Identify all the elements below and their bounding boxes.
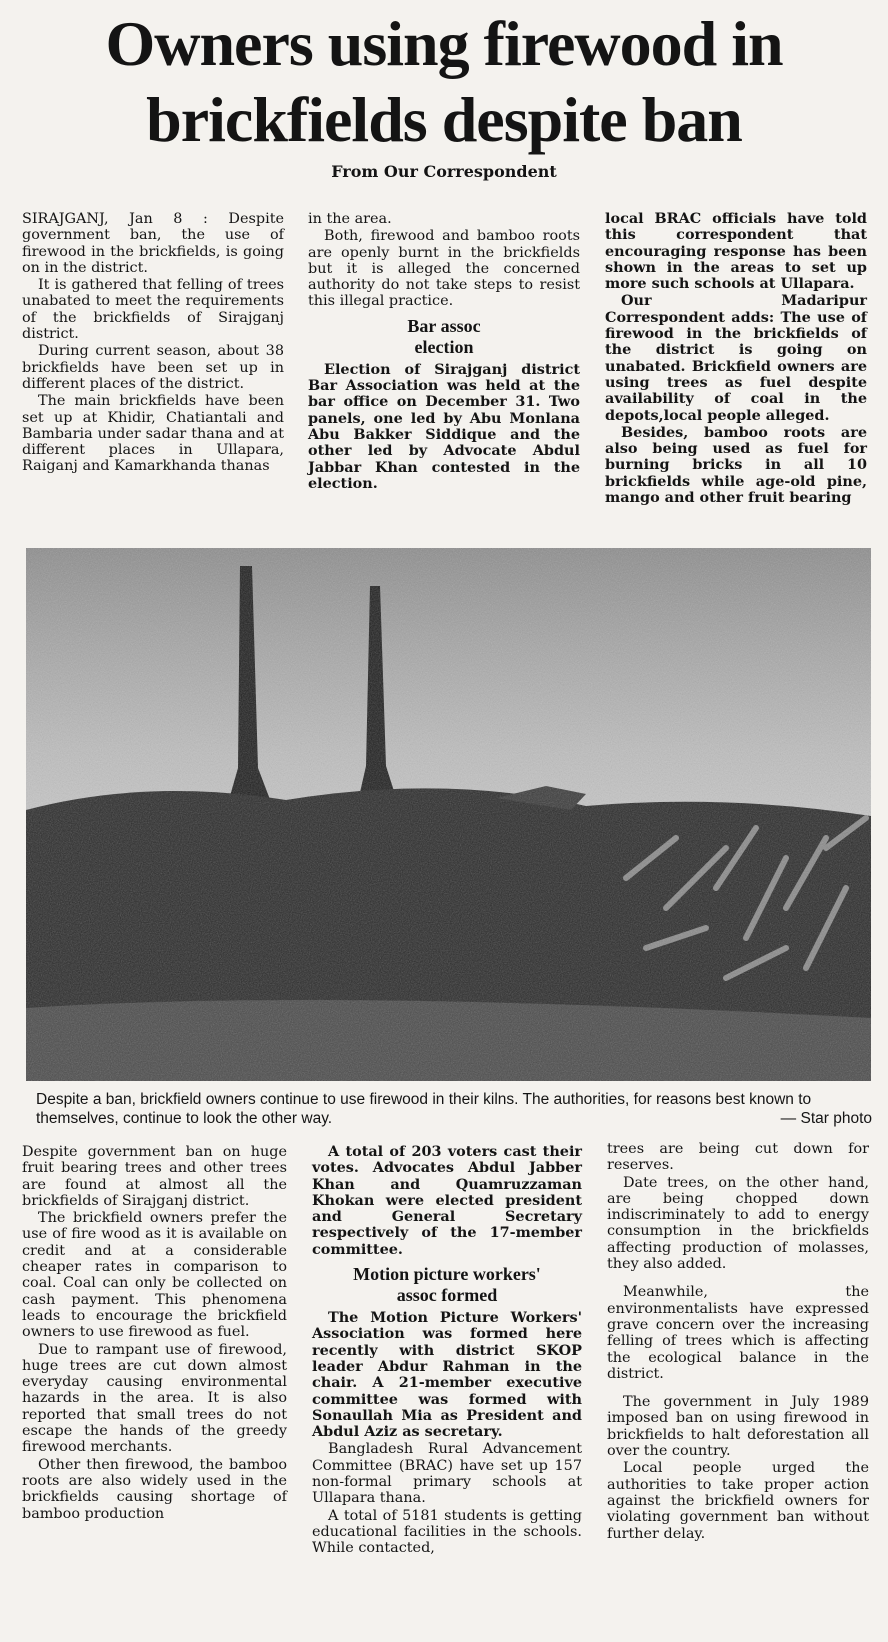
paragraph: A total of 5181 students is getting educational facilities in the schools. While contacted, — [312, 1507, 582, 1557]
column-3-bottom — [607, 1141, 869, 1542]
paragraph: Other then firewood, the bamboo roots are also widely used in the brickfields causing shortage of bamboo production — [22, 1456, 287, 1522]
paragraph: Date trees, on the other hand, are being chopped down indiscriminately to add to energy consumption in the brickfields affecting production of molasses, they also added. — [607, 1174, 869, 1273]
bar-assoc-heading-line-2: election — [414, 336, 474, 357]
brickfield-chimneys-illustration — [26, 548, 871, 1081]
paragraph: in the area. — [308, 211, 392, 227]
photo-caption — [36, 1090, 872, 1128]
paragraph: Meanwhile, the environmentalists have expressed grave concern over the increasing felling of trees which is affecting the ecological balance in the district. — [607, 1284, 869, 1382]
column-1-top — [22, 211, 284, 475]
paragraph: Despite government ban on huge fruit bearing trees and other trees are found at almost all the brickfields of Sirajganj district. — [22, 1144, 287, 1209]
paragraph: Election of Sirajganj district Bar Association was held at the bar office on December 31. Two panels, one led by Abu Monlana Abu Bakker Siddique and the other led by Advocate Abdul Jabbar Khan contested in the election. — [308, 360, 580, 492]
column-1-bottom — [22, 1144, 287, 1522]
paragraph: The government in July 1989 imposed ban on using firewood in brickfields to halt deforestation all over the country. — [607, 1394, 869, 1460]
paragraph: Our Madaripur Correspondent adds: The use of firewood in the brickfields of the district is going on unabated. Brickfield owners are using trees as fuel despite availability of coal in the depots,local people alleged. — [605, 292, 867, 424]
paragraph: Bangladesh Rural Advancement Committee (BRAC) have set up 157 non-formal primary schools at Ullapara thana. — [312, 1441, 582, 1507]
motion-picture-heading-line-2: assoc formed — [396, 1285, 498, 1306]
paragraph: It is gathered that felling of trees unabated to meet the requirements of the brickfields of Sirajganj district. — [22, 277, 284, 343]
paragraph: The brickfield owners prefer the use of fire wood as it is available on credit and at a considerable cheaper rates in comparison to coal. Coal can only be collected on cash payment. This phenomena leads to encourage the brickfield owners to use firewood as fuel. — [22, 1210, 287, 1341]
byline: From Our Correspondent — [331, 162, 557, 181]
paragraph: SIRAJGANJ, Jan 8 : Despite government ban, the use of firewood in the brickfields, is going on in the district. — [22, 211, 284, 276]
headline-line-2: brickfields despite ban — [146, 84, 742, 155]
column-3-top — [605, 211, 867, 506]
caption-text: Despite a ban, brickfield owners continue to use firewood in their kilns. The authorities, for reasons best known to themselves, continue to look the other way. — [36, 1091, 812, 1127]
motion-picture-heading — [312, 1264, 582, 1306]
paragraph: During current season, about 38 brickfields have been set up in different places of the district. — [22, 343, 284, 392]
paragraph: The main brickfields have been set up at Khidir, Chatiantali and Bambaria under sadar thana and at different places in Ullapara, Raiganj and Kamarkhanda thanas — [22, 393, 284, 475]
paragraph: Local people urged the authorities to take proper action against the brickfield owners for violating government ban without further delay. — [607, 1460, 869, 1542]
photo-credit: — Star photo — [780, 1110, 872, 1127]
column-2-top — [308, 211, 580, 492]
bar-assoc-heading — [308, 316, 580, 358]
paragraph: local BRAC officials have told this correspondent that encouraging response has been shown in the areas to set up more such schools at Ullapara. — [605, 210, 867, 293]
paragraph: A total of 203 voters cast their votes. Advocates Abdul Jabber Khan and Quamruzzaman Khokan were elected president and General Secretary respectively of the 17-member committee. — [312, 1143, 582, 1258]
headline — [0, 6, 888, 158]
headline-line-1: Owners using firewood in — [105, 8, 783, 79]
column-2-bottom — [312, 1144, 582, 1557]
paragraph: The Motion Picture Workers' Association was formed here recently with district SKOP leader Abdur Rahman in the chair. A 21-member executive committee was formed with Sonaullah Mia as President and Abdul Aziz as secretary. — [312, 1309, 582, 1441]
paragraph: Due to rampant use of firewood, huge trees are cut down almost everyday causing environmental hazards in the area. It is also reported that small trees do not escape the hands of the greedy firewood merchants. — [22, 1341, 287, 1456]
bar-assoc-heading-line-1: Bar assoc — [407, 315, 481, 336]
paragraph: Besides, bamboo roots are also being used as fuel for burning bricks in all 10 brickfields while age-old pine, mango and other fruit bearing — [605, 423, 867, 507]
paragraph: Both, firewood and bamboo roots are openly burnt in the brickfields but it is alleged the concerned authority do not take steps to resist this illegal practice. — [308, 228, 580, 310]
paragraph: trees are being cut down for reserves. — [607, 1141, 869, 1174]
brickfield-photo — [26, 548, 871, 1081]
motion-picture-heading-line-1: Motion picture workers' — [353, 1264, 541, 1285]
